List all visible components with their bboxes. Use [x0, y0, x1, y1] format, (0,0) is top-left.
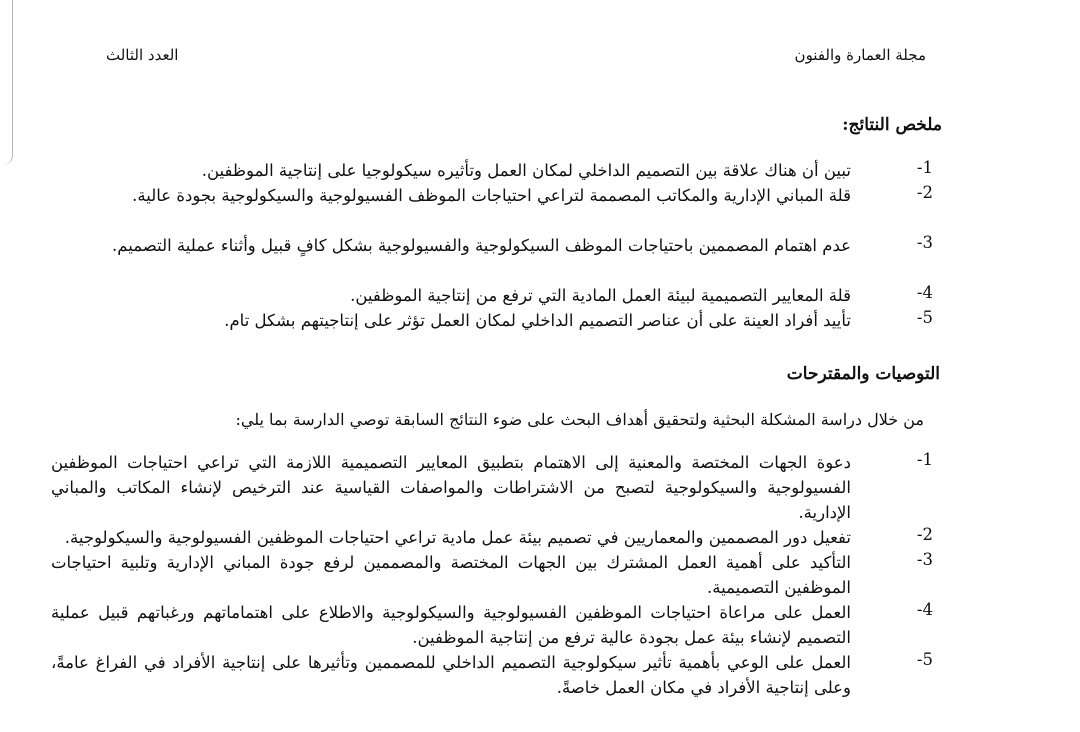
- recommendation-number: 5-: [916, 650, 933, 669]
- result-item: [51, 183, 933, 233]
- result-text: عدم اهتمام المصممين باحتياجات الموظف السيكولوجية والفسيولوجية بشكل كافٍ قبيل وأثناء عملية التصميم.: [112, 236, 851, 255]
- recommendation-item: [51, 450, 933, 525]
- recommendation-text: تفعيل دور المصممين والمعماريين في تصميم بيئة عمل مادية تراعي احتياجات الموظفين الفسيولوجية والسيكولوجية.: [64, 528, 851, 547]
- journal-name: مجلة العمارة والفنون: [794, 46, 926, 64]
- result-item: [51, 283, 933, 308]
- result-text: تأييد أفراد العينة على أن عناصر التصميم الداخلي لمكان العمل تؤثر على إنتاجيتهم بشكل تام.: [224, 311, 851, 330]
- recommendation-text: العمل على الوعي بأهمية تأثير سيكولوجية التصميم الداخلي للمصممين وتأثيرها على إنتاجية الأفراد في الفراغ عامةً، وعلى إنتاجية الأفراد في مكان العمل خاصةً.: [51, 653, 851, 697]
- result-number: 1-: [916, 158, 933, 177]
- results-heading: ملخص النتائج:: [842, 115, 942, 135]
- recommendation-item: [51, 650, 933, 700]
- result-number: 4-: [916, 283, 933, 302]
- result-text: تبين أن هناك علاقة بين التصميم الداخلي لمكان العمل وتأثيره سيكولوجيا على إنتاجية الموظفين.: [201, 161, 851, 180]
- recommendation-number: 2-: [916, 525, 933, 544]
- recommendations-list: [51, 450, 933, 700]
- result-text: قلة المعايير التصميمية لبيئة العمل المادية التي ترفع من إنتاجية الموظفين.: [350, 286, 851, 305]
- recommendation-number: 4-: [916, 600, 933, 619]
- recommendation-number: 1-: [916, 450, 933, 469]
- recommendation-number: 3-: [916, 550, 933, 569]
- result-item: [51, 158, 933, 183]
- result-number: 2-: [916, 183, 933, 202]
- page-edge-line: [0, 0, 13, 165]
- recommendation-item: [51, 525, 933, 550]
- result-number: 5-: [916, 308, 933, 327]
- recommendation-text: العمل على مراعاة احتياجات الموظفين الفسيولوجية والسيكولوجية والاطلاع على اهتماماتهم ورغباتهم قبيل عملية التصميم لإنشاء بيئة عمل بجودة عالية ترفع من إنتاجية الموظفين.: [51, 603, 851, 647]
- recommendations-heading: التوصيات والمقترحات: [786, 364, 940, 384]
- results-list: [51, 158, 933, 333]
- result-item: [51, 233, 933, 283]
- recommendations-intro: من خلال دراسة المشكلة البحثية ولتحقيق أهداف البحث على ضوء النتائج السابقة توصي الدارسة بما يلي:: [235, 410, 924, 429]
- recommendation-text: دعوة الجهات المختصة والمعنية إلى الاهتمام بتطبيق المعايير التصميمية اللازمة التي تراعي احتياجات الموظفين الفسيولوجية والسيكولوجية لتصبح من الاشتراطات والمواصفات القياسية عند الترخيص لإنشاء المكاتب والمباني الإدارية.: [51, 453, 851, 522]
- result-item: [51, 308, 933, 333]
- recommendation-item: [51, 550, 933, 600]
- recommendation-item: [51, 600, 933, 650]
- result-number: 3-: [916, 233, 933, 252]
- result-text: قلة المباني الإدارية والمكاتب المصممة لتراعي احتياجات الموظف الفسيولوجية والسيكولوجية بجودة عالية.: [132, 186, 851, 205]
- issue-label: العدد الثالث: [106, 46, 179, 64]
- recommendation-text: التأكيد على أهمية العمل المشترك بين الجهات المختصة والمصممين لرفع جودة المباني الإدارية وتلبية احتياجات الموظفين التصميمية.: [51, 553, 851, 597]
